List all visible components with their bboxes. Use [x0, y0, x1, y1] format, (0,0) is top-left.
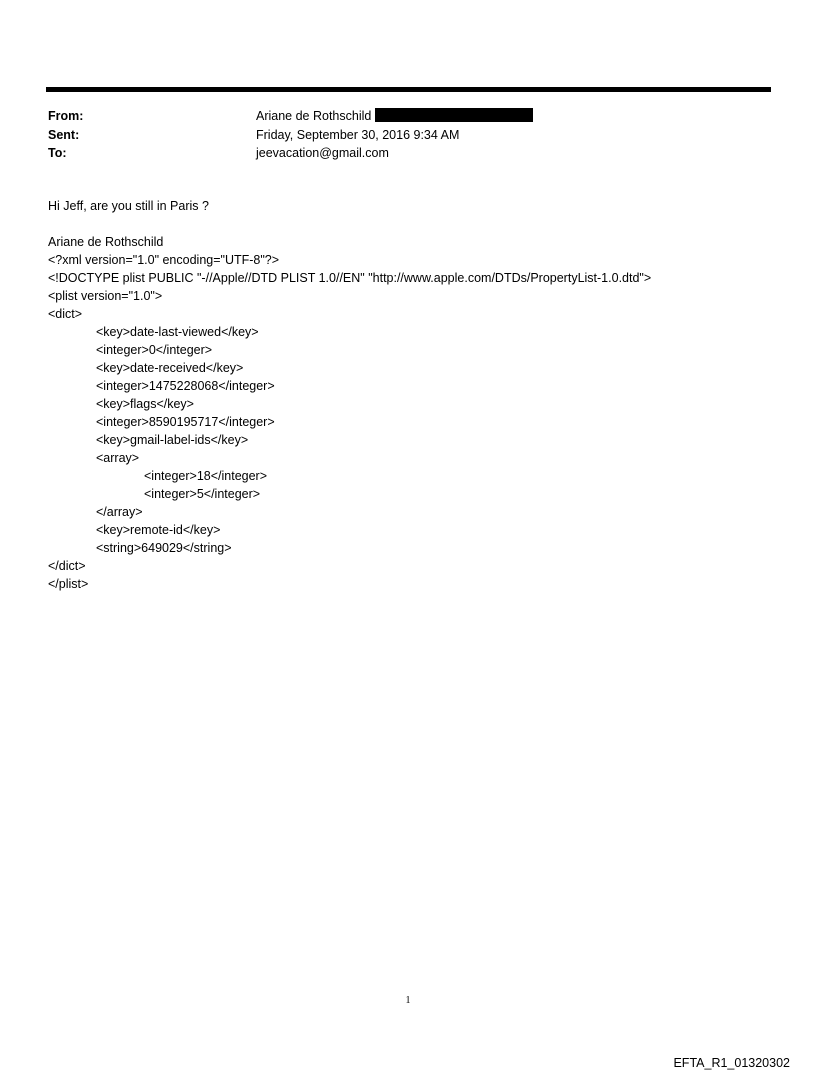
to-label: To:	[48, 146, 67, 160]
plist-line: <!DOCTYPE plist PUBLIC "-//Apple//DTD PLIST 1.0//EN" "http://www.apple.com/DTDs/PropertyList-1.0.dtd">	[48, 271, 652, 285]
to-value: jeevacation@gmail.com	[256, 146, 389, 160]
to-row	[48, 144, 768, 163]
plist-line: <array>	[96, 451, 140, 465]
plist-line: <key>gmail-label-ids</key>	[96, 433, 249, 447]
plist-line: <?xml version="1.0" encoding="UTF-8"?>	[48, 253, 280, 267]
sent-label: Sent:	[48, 127, 80, 142]
plist-line: <key>date-last-viewed</key>	[96, 325, 259, 339]
from-value	[256, 107, 533, 126]
plist-line: <key>flags</key>	[96, 397, 194, 411]
spacer	[48, 215, 778, 233]
document-id: EFTA_R1_01320302	[673, 1056, 790, 1070]
plist-line: <integer>18</integer>	[144, 469, 268, 483]
plist-line: </plist>	[48, 577, 89, 591]
redaction-block	[375, 108, 533, 122]
greeting: Hi Jeff, are you still in Paris ?	[48, 199, 209, 213]
from-label: From:	[48, 109, 84, 123]
header-rule	[46, 87, 771, 92]
page-number: 1	[405, 995, 411, 1006]
plist-line: <string>649029</string>	[96, 541, 232, 555]
from-row	[48, 107, 768, 126]
signature: Ariane de Rothschild	[48, 235, 164, 249]
plist-line: <integer>1475228068</integer>	[96, 379, 275, 393]
sent-value: Friday, September 30, 2016 9:34 AM	[256, 127, 460, 142]
sent-row	[48, 126, 768, 145]
plist-line: </array>	[96, 505, 143, 519]
email-body	[48, 197, 778, 593]
plist-line: </dict>	[48, 559, 86, 573]
plist-line: <integer>0</integer>	[96, 343, 213, 357]
plist-line: <plist version="1.0">	[48, 289, 163, 303]
plist-line: <key>remote-id</key>	[96, 523, 221, 537]
email-header	[48, 107, 768, 163]
plist-line: <key>date-received</key>	[96, 361, 244, 375]
plist-line: <integer>5</integer>	[144, 487, 261, 501]
plist-line: <dict>	[48, 307, 83, 321]
sender-name: Ariane de Rothschild	[256, 109, 372, 123]
plist-line: <integer>8590195717</integer>	[96, 415, 275, 429]
